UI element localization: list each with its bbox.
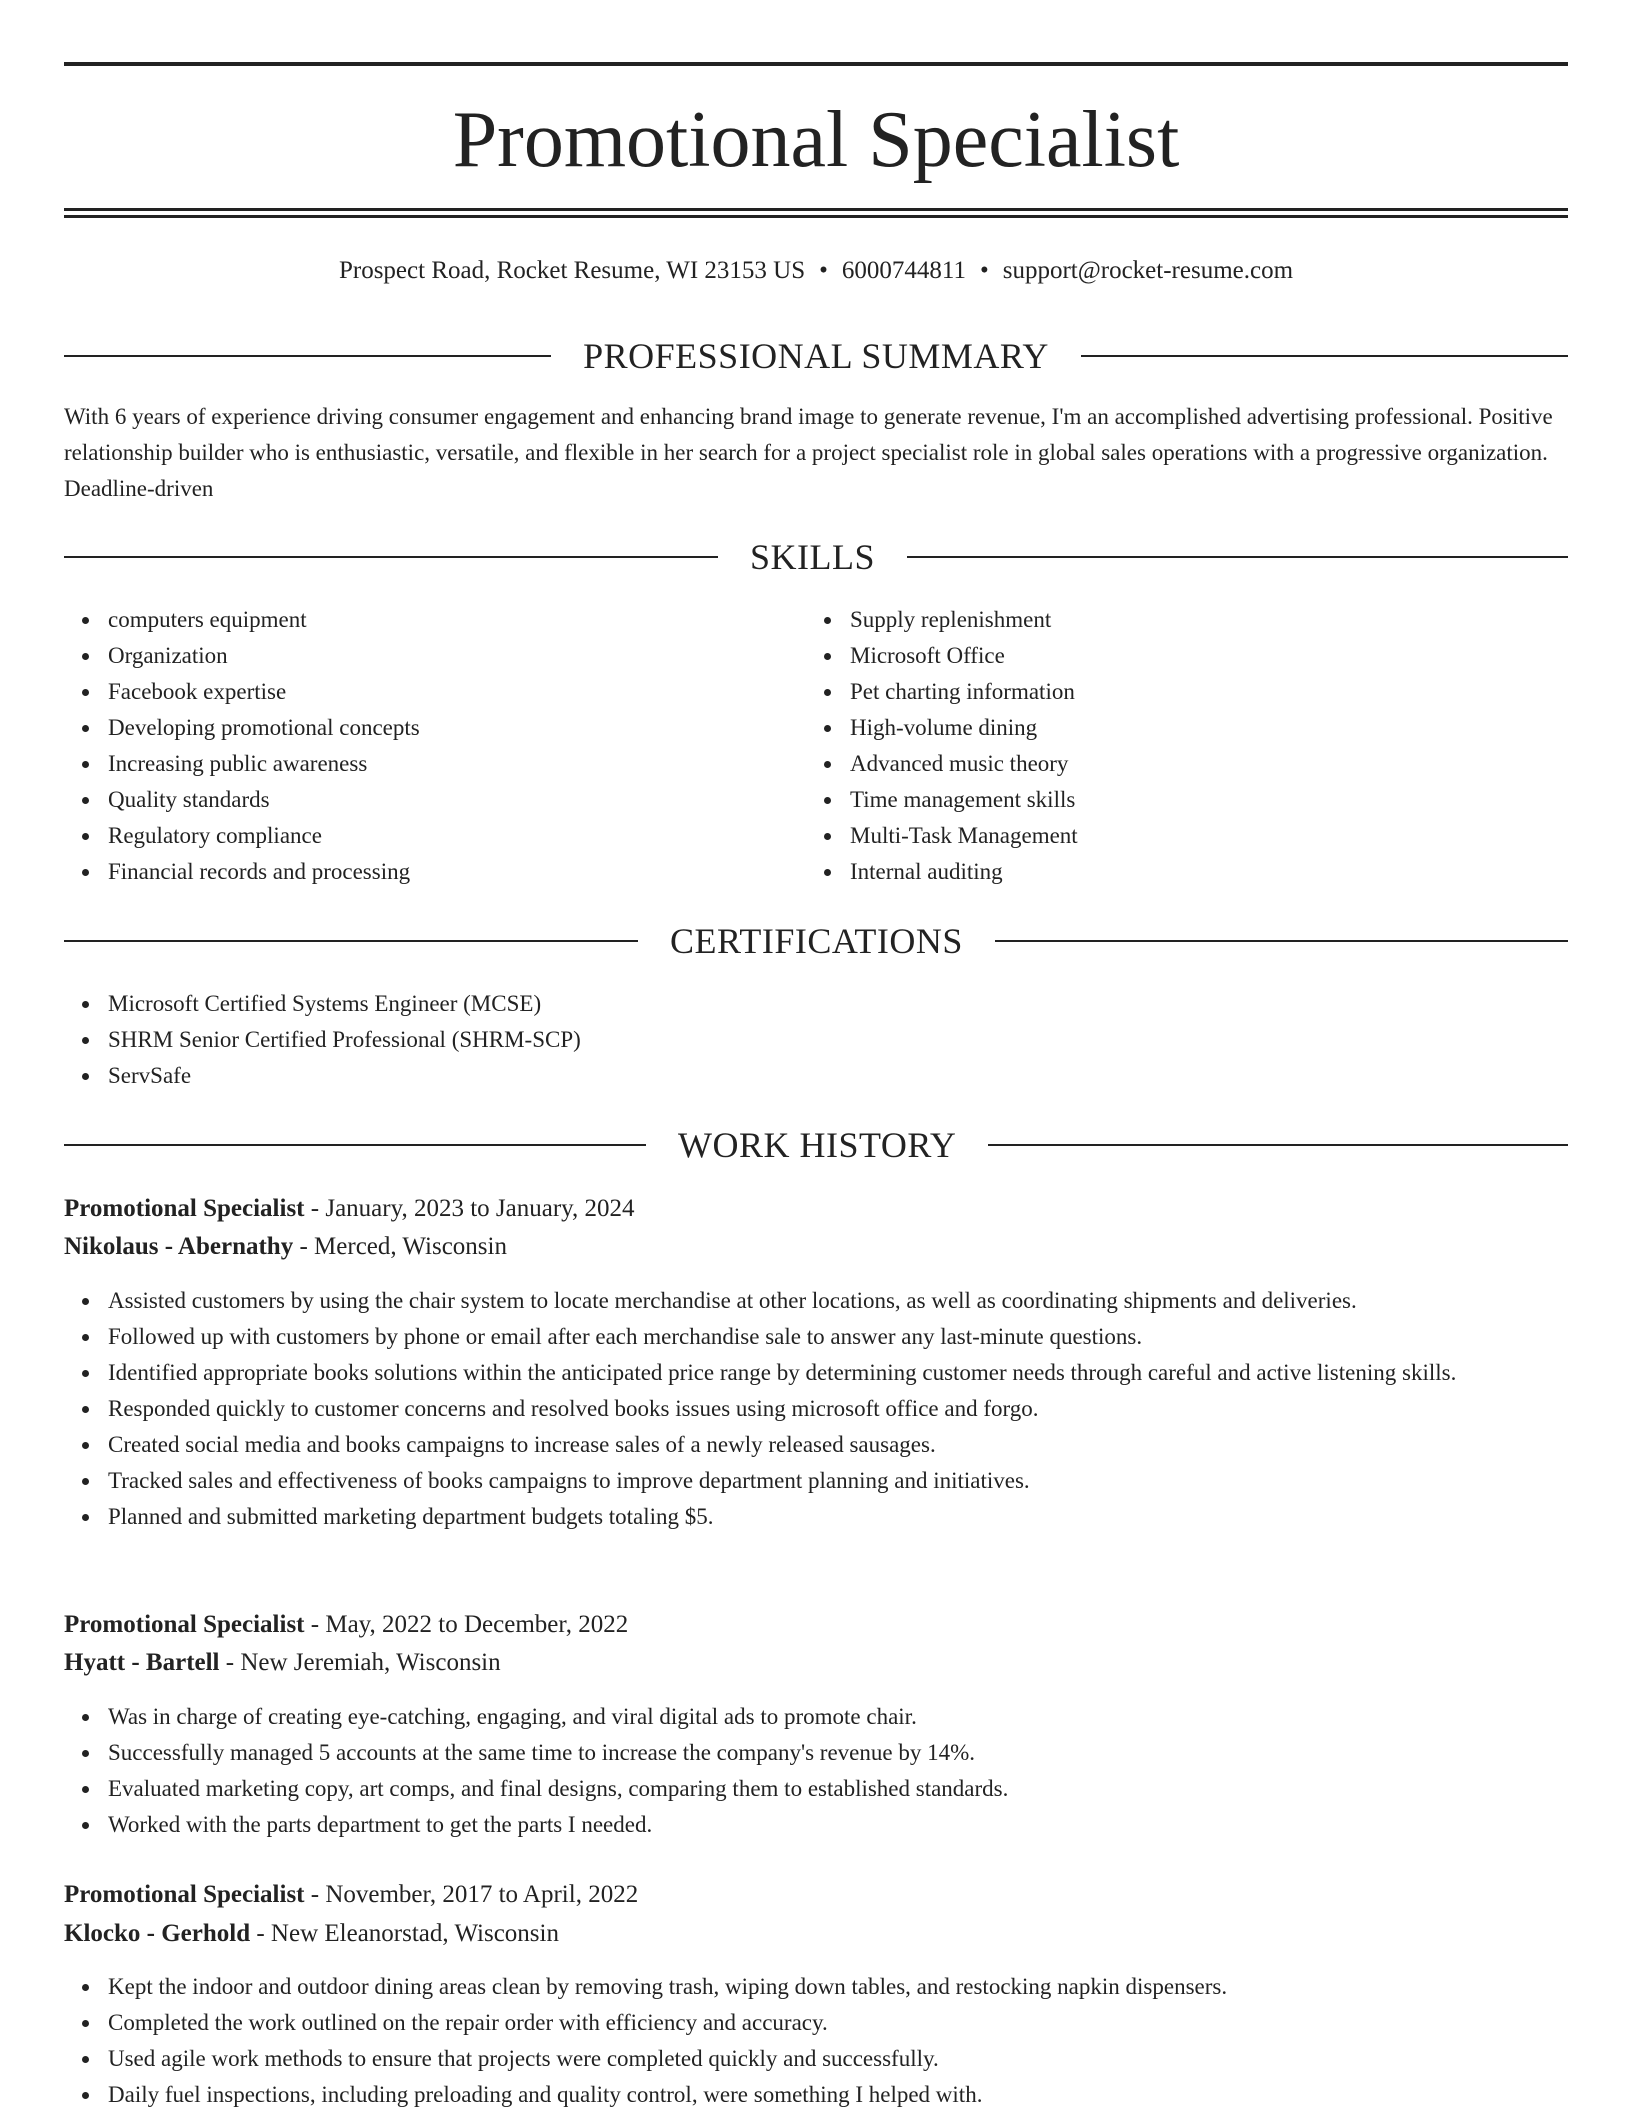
- section-title: PROFESSIONAL SUMMARY: [583, 336, 1049, 376]
- skill-item: Supply replenishment: [850, 602, 1526, 638]
- skill-item: Developing promotional concepts: [108, 710, 784, 746]
- section-title: SKILLS: [750, 537, 876, 577]
- job-bullets: [64, 1283, 1568, 1535]
- skill-item: Quality standards: [108, 782, 784, 818]
- certification-item: SHRM Senior Certified Professional (SHRM-SCP): [108, 1022, 1568, 1058]
- job-location: - New Eleanorstad, Wisconsin: [250, 1920, 559, 1947]
- job-dates: - January, 2023 to January, 2024: [304, 1195, 635, 1222]
- contact-separator: •: [979, 257, 989, 284]
- heading-rule: [1081, 355, 1568, 357]
- job-bullet: Created social media and books campaigns to increase sales of a newly released sausages.: [108, 1427, 1568, 1463]
- skill-item: Organization: [108, 638, 784, 674]
- contact-address: Prospect Road, Rocket Resume, WI 23153 US: [338, 257, 806, 284]
- skill-item: Time management skills: [850, 782, 1526, 818]
- skill-item: Regulatory compliance: [108, 818, 784, 854]
- section-heading-work-history: [64, 1123, 1568, 1167]
- resume-title: Promotional Specialist: [452, 96, 1180, 184]
- job-bullet: Used agile work methods to ensure that projects were completed quickly and successfully.: [108, 2041, 1568, 2077]
- job-company-line: [64, 1644, 1568, 1682]
- job-bullet: Evaluated marketing copy, art comps, and final designs, comparing them to established standards.: [108, 1771, 1568, 1807]
- job-dates: - November, 2017 to April, 2022: [304, 1881, 639, 1908]
- skill-item: Pet charting information: [850, 674, 1526, 710]
- job-bullet: Planned and submitted marketing department budgets totaling $5.: [108, 1499, 1568, 1535]
- job-title-line: [64, 1876, 1568, 1914]
- skill-item: Internal auditing: [850, 854, 1526, 890]
- heading-rule: [64, 940, 638, 942]
- section-title: WORK HISTORY: [678, 1125, 957, 1165]
- job-title: Promotional Specialist: [64, 1195, 305, 1222]
- job-bullet: Responded quickly to customer concerns and resolved books issues using microsoft office and forgo.: [108, 1391, 1568, 1427]
- certification-item: Microsoft Certified Systems Engineer (MCSE): [108, 986, 1568, 1022]
- job-bullet: Tracked sales and effectiveness of books campaigns to improve department planning and initiatives.: [108, 1463, 1568, 1499]
- heading-rule: [64, 355, 551, 357]
- summary-text: With 6 years of experience driving consumer engagement and enhancing brand image to generate revenue, I'm an accomplished advertising professional. Positive relationship builder who is enthusiastic, versatile, and flexible in her search for a project specialist role in global sales operations with a progressive organization. Deadline-driven: [64, 404, 1553, 501]
- job-title-line: [64, 1190, 1568, 1228]
- job-company: Hyatt - Bartell: [64, 1649, 220, 1676]
- skill-item: High-volume dining: [850, 710, 1526, 746]
- job-title: Promotional Specialist: [64, 1881, 305, 1908]
- skill-item: Multi-Task Management: [850, 818, 1526, 854]
- skill-item: Facebook expertise: [108, 674, 784, 710]
- contact-phone: 6000744811: [841, 257, 966, 284]
- section-heading-summary: [64, 334, 1568, 378]
- contact-separator: •: [819, 257, 828, 284]
- job-company: Klocko - Gerhold: [64, 1920, 251, 1947]
- header-top-rule: [64, 62, 1568, 66]
- job-title: Promotional Specialist: [64, 1611, 305, 1638]
- job-bullet: Followed up with customers by phone or email after each merchandise sale to answer any last-minute questions.: [108, 1319, 1568, 1355]
- heading-rule: [64, 1144, 646, 1146]
- job-bullets: [64, 1699, 1568, 1843]
- job-bullet: Was in charge of creating eye-catching, engaging, and viral digital ads to promote chair.: [108, 1699, 1568, 1735]
- job-company-line: [64, 1915, 1568, 1953]
- heading-rule: [995, 940, 1568, 942]
- heading-rule: [64, 556, 718, 558]
- job-company: Nikolaus - Abernathy: [64, 1233, 294, 1260]
- skill-item: computers equipment: [108, 602, 784, 638]
- header-bottom-rule-second: [64, 215, 1568, 218]
- job-title-line: [64, 1606, 1568, 1644]
- job-bullet: Completed the work outlined on the repair order with efficiency and accuracy.: [108, 2005, 1568, 2041]
- section-heading-certifications: [64, 919, 1568, 963]
- heading-rule: [988, 1144, 1568, 1146]
- section-title: CERTIFICATIONS: [670, 921, 963, 961]
- job-bullet: Identified appropriate books solutions within the anticipated price range by determining customer needs through careful and active listening skills.: [108, 1355, 1568, 1391]
- job-bullet: Daily fuel inspections, including preloading and quality control, were something I helped with.: [108, 2077, 1568, 2113]
- job-bullet: Successfully managed 5 accounts at the same time to increase the company's revenue by 14%.: [108, 1735, 1568, 1771]
- skill-item: Increasing public awareness: [108, 746, 784, 782]
- job-company-line: [64, 1228, 1568, 1266]
- heading-rule: [907, 556, 1568, 558]
- skill-item: Advanced music theory: [850, 746, 1526, 782]
- job-dates: - May, 2022 to December, 2022: [304, 1611, 629, 1638]
- skills-column-left: [64, 602, 784, 890]
- job-bullet: Kept the indoor and outdoor dining areas clean by removing trash, wiping down tables, and restocking napkin dispensers.: [108, 1969, 1568, 2005]
- job-bullets: [64, 1969, 1568, 2113]
- contact-email: support@rocket-resume.com: [1002, 257, 1294, 284]
- certifications-list: [64, 986, 1568, 1094]
- skill-item: Financial records and processing: [108, 854, 784, 890]
- job-bullet: Assisted customers by using the chair system to locate merchandise at other locations, as well as coordinating shipments and deliveries.: [108, 1283, 1568, 1319]
- job-location: - New Jeremiah, Wisconsin: [219, 1649, 501, 1676]
- header-bottom-rule: [64, 208, 1568, 211]
- contact-line: [64, 253, 1568, 289]
- skill-item: Microsoft Office: [850, 638, 1526, 674]
- section-heading-skills: [64, 535, 1568, 579]
- job-bullet: Worked with the parts department to get the parts I needed.: [108, 1807, 1568, 1843]
- certification-item: ServSafe: [108, 1058, 1568, 1094]
- skills-column-right: [806, 602, 1526, 890]
- job-location: - Merced, Wisconsin: [293, 1233, 507, 1260]
